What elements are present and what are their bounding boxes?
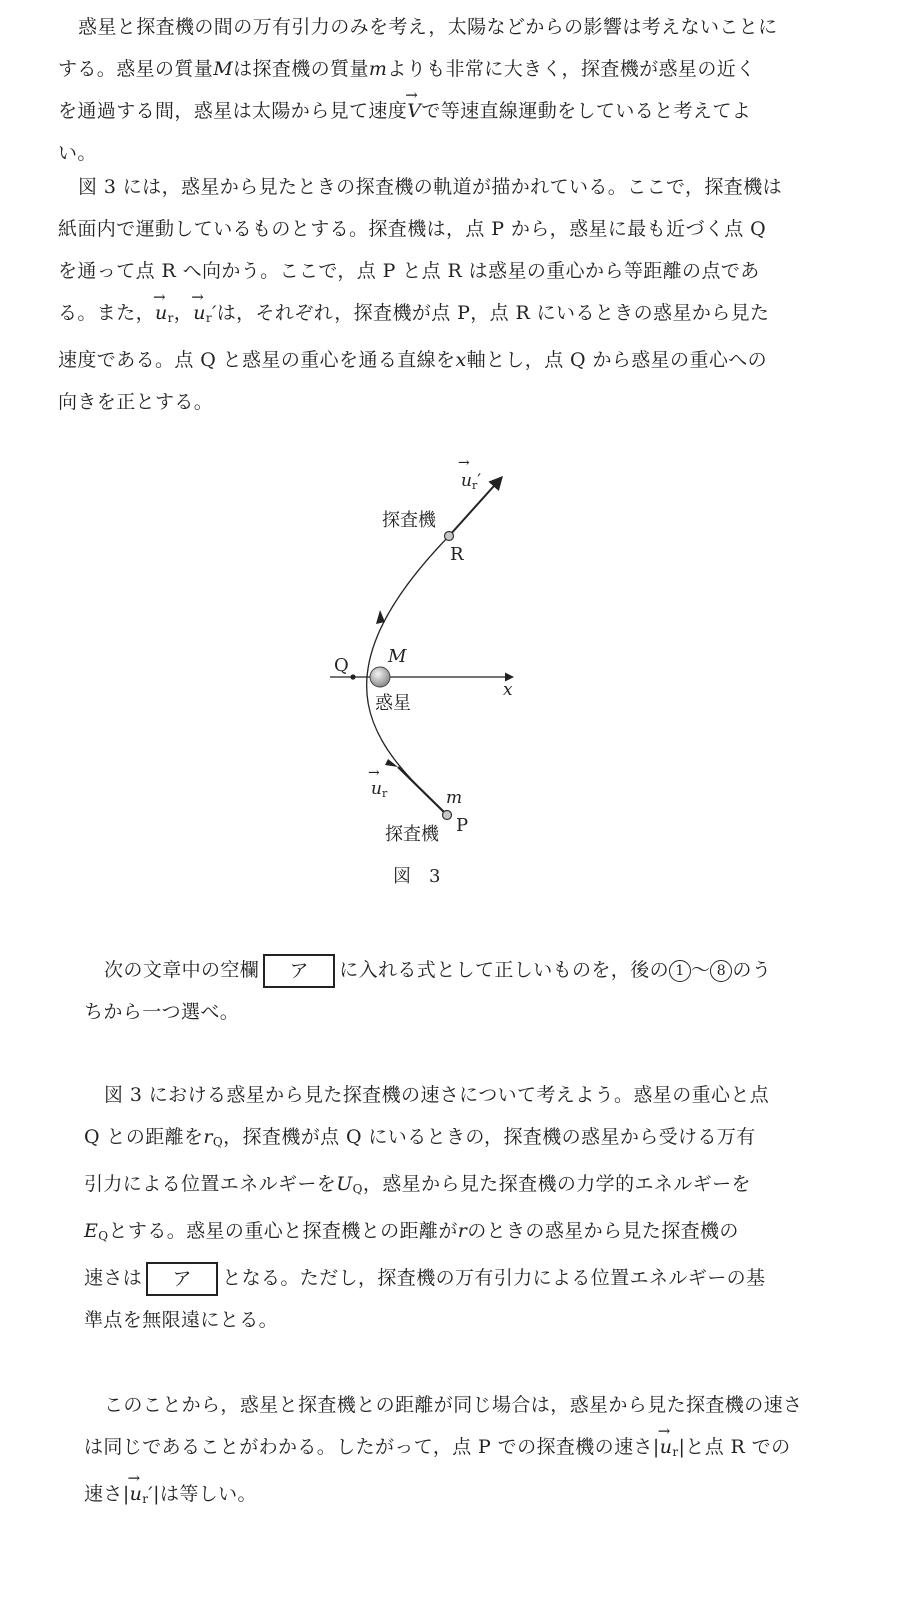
- label-x: x: [503, 680, 513, 700]
- velocity-segment-ur: [398, 767, 447, 815]
- label-planet: 惑星: [375, 693, 411, 714]
- p3-line-5: 速さは ア となる。ただし，探査機の万有引力による位置エネルギーの基: [84, 1257, 844, 1299]
- probe-at-P: [443, 811, 452, 820]
- p2-line-5: 速度である。点 Q と惑星の重心を通る直線をx軸とし，点 Q から惑星の重心への: [58, 349, 768, 371]
- paragraph-3: [84, 1074, 844, 1341]
- p1-line-2: する。惑星の質量Mは探査機の質量mよりも非常に大きく，探査機が惑星の近く: [58, 58, 756, 80]
- vector-ur: → $u_r$: [155, 292, 174, 339]
- label-m: m: [446, 788, 463, 808]
- label-ur: ur: [371, 779, 388, 800]
- label-ur-prime: ur′: [461, 471, 482, 492]
- label-probe-bottom: 探査機: [385, 824, 439, 845]
- label-Q: Q: [334, 655, 349, 676]
- p1-line-4: い。: [58, 142, 97, 164]
- blank-box-a: ア: [263, 954, 335, 988]
- paragraph-2: [58, 166, 848, 423]
- p4-line-2: は同じであることがわかる。したがって，点 P での探査機の速さ|→ $u_r|$と点 R での: [84, 1426, 844, 1473]
- vector-ur-prime: → $u_r'$: [193, 292, 217, 339]
- figure-caption: 図 3: [393, 866, 441, 887]
- p1-line-1: 惑星と探査機の間の万有引力のみを考え，太陽などからの影響は考えないことに: [78, 16, 778, 38]
- p3-line-4: $E_Q$とする。惑星の重心と探査機との距離がrのときの惑星から見た探査機の: [84, 1220, 739, 1243]
- choice-circle-8: 8: [710, 960, 732, 982]
- velocity-V: → V: [407, 90, 421, 132]
- mass-M: M: [213, 58, 234, 80]
- p2-line-2: 紙面内で運動しているものとする。探査機は，点 P から，惑星に最も近づく点 Q: [58, 218, 767, 240]
- p2-line-6: 向きを正とする。: [58, 391, 214, 413]
- figure-3: [0, 430, 906, 900]
- point-Q: [350, 674, 355, 679]
- label-R: R: [450, 544, 464, 565]
- question: [84, 949, 844, 1033]
- p4-line-1: このことから，惑星と探査機との距離が同じ場合は，惑星から見た探査機の速さ: [104, 1394, 803, 1416]
- planet-circle: [370, 667, 390, 687]
- mass-m: m: [368, 58, 388, 80]
- paragraph-1: [58, 6, 848, 174]
- p2-line-4: る。また，→ $u_r$，→ $u_r'$は，それぞれ，探査機が点 P，点 R にいるときの惑星から見た: [58, 292, 848, 339]
- p2-line-1: 図 3 には，惑星から見たときの探査機の軌道が描かれている。ここで，探査機は: [78, 176, 782, 198]
- magnitude-ur: → $u_r$: [660, 1426, 679, 1473]
- label-arrow-ur-prime: →: [458, 455, 470, 471]
- p3-line-3: 引力による位置エネルギーを$U_Q$，惑星から見た探査機の力学的エネルギーを: [84, 1173, 751, 1196]
- q-line-2: ちから一つ選べ。: [84, 1001, 240, 1023]
- p2-line-3: を通って点 R へ向かう。ここで，点 P と点 R は惑星の重心から等距離の点であ: [58, 260, 760, 282]
- p3-line-1: 図 3 における惑星から見た探査機の速さについて考えよう。惑星の重心と点: [104, 1084, 770, 1106]
- label-arrow-ur: →: [368, 765, 380, 781]
- p4-line-3: 速さ|→ $u_r'|$は等しい。: [84, 1473, 844, 1520]
- p1-line-3: を通過する間，惑星は太陽から見て速度→ Vで等速直線運動をしていると考えてよ: [58, 90, 848, 132]
- trajectory-arrow-upper: [376, 610, 385, 624]
- p3-line-6: 準点を無限遠にとる。: [84, 1309, 279, 1331]
- label-probe-top: 探査機: [382, 510, 436, 531]
- probe-at-R: [445, 532, 454, 541]
- blank-box-a-2: ア: [146, 1262, 218, 1296]
- choice-circle-1: 1: [669, 960, 691, 982]
- magnitude-ur-prime: → $u_r'$: [130, 1473, 154, 1520]
- label-M: M: [388, 646, 407, 667]
- p3-line-2: Q との距離を$r_Q$，探査機が点 Q にいるときの，探査機の惑星から受ける万有: [84, 1126, 756, 1149]
- q-line-1: 次の文章中の空欄 ア に入れる式として正しいものを，後の 1 ～ 8 のう: [84, 949, 844, 991]
- trajectory-arrow-lower: [385, 759, 398, 767]
- label-P: P: [456, 815, 469, 836]
- paragraph-4: [84, 1384, 844, 1520]
